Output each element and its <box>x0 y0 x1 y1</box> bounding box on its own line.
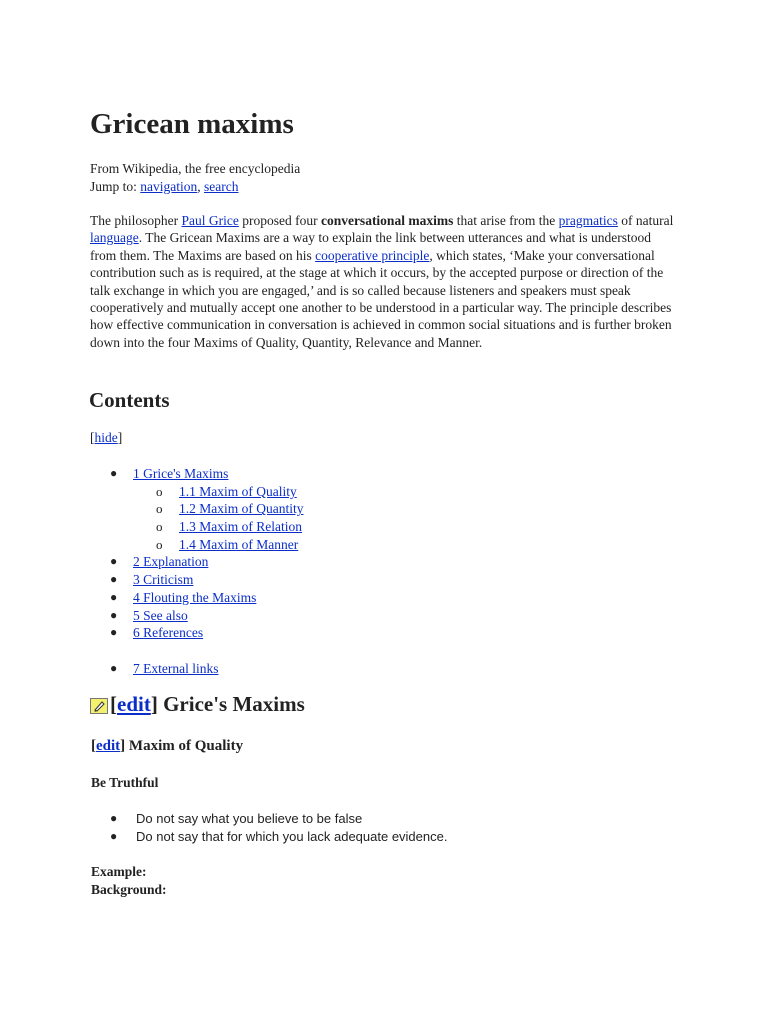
pragmatics-link[interactable]: pragmatics <box>558 213 618 228</box>
edit-bracket-close: ] <box>150 692 158 716</box>
intro-text-2: proposed four <box>238 213 321 228</box>
toc-link-flouting[interactable]: 4 Flouting the Maxims <box>133 589 257 605</box>
bullet-icon: ● <box>110 572 118 587</box>
toc-link-references[interactable]: 6 References <box>133 625 204 641</box>
site-subtitle-block <box>90 160 300 195</box>
from-wikipedia-text: From Wikipedia, the free encyclopedia <box>90 161 301 176</box>
example-background-block <box>91 863 167 898</box>
edit-bracket-open: [ <box>110 692 117 716</box>
hide-bracket-close: ] <box>117 430 123 445</box>
toc-link-manner[interactable]: 1.4 Maxim of Manner <box>179 536 299 552</box>
toc-link-grices-maxims[interactable]: 1 Grice's Maxims <box>133 466 229 481</box>
bullet-icon: ● <box>110 811 118 825</box>
be-truthful-heading: Be Truthful <box>91 775 159 790</box>
section-title: Grice's Maxims <box>157 692 305 716</box>
jump-separator: , <box>197 178 205 194</box>
language-link[interactable]: language <box>90 230 139 246</box>
intro-text-5: . The Gricean Maxims are a way to explain the link between utterances and what is understood from them. The Maxims are based on his <box>90 230 651 263</box>
subsection-heading-quality <box>91 738 243 755</box>
conversational-maxims-bold: conversational maxims <box>320 213 454 228</box>
intro-text-4: of natural <box>617 213 674 228</box>
hide-link[interactable]: hide <box>94 430 118 445</box>
bullet-icon: ● <box>110 466 118 480</box>
page-title: Gricean maxims <box>90 108 294 140</box>
section-heading-grices-maxims <box>90 692 305 717</box>
toc-link-quality[interactable]: 1.1 Maxim of Quality <box>179 483 297 499</box>
edit-bracket-open: [ <box>91 738 96 754</box>
background-label: Background: <box>91 881 167 897</box>
ring-bullet-icon: o <box>156 519 163 535</box>
toc-link-external-links[interactable]: 7 External links <box>133 660 219 676</box>
ring-bullet-icon: o <box>156 483 163 499</box>
toc-link-explanation[interactable]: 2 Explanation <box>133 554 209 570</box>
intro-text-6: , which states, ‘Make your conversational contribution such as is required, at the stage at which it occurs, by the accepted purpose or direction of the talk exchange in which you are engaged,’ and is so called because listeners and speakers must speak cooperatively and mutually accept one another to be understood in a particular way. The principle describes how effective communication in conversation is achieved in common social situations and is further broken down into the four Maxims of Quality, Quantity, Relevance and Manner. <box>90 247 672 350</box>
ring-bullet-icon: o <box>156 536 163 552</box>
ring-bullet-icon: o <box>156 501 163 517</box>
bullet-icon: ● <box>110 589 118 604</box>
toc-link-criticism[interactable]: 3 Criticism <box>133 572 194 588</box>
edit-section-link[interactable]: edit <box>117 692 151 716</box>
jump-to-label: Jump to: <box>90 178 141 194</box>
contents-heading: Contents <box>89 388 170 412</box>
intro-text-3: that arise from the <box>453 213 559 228</box>
bullet-icon: ● <box>110 625 118 640</box>
jump-navigation-link[interactable]: navigation <box>140 178 198 194</box>
bullet-icon: ● <box>110 828 118 843</box>
toc-link-relation[interactable]: 1.3 Maxim of Relation <box>179 519 302 535</box>
rule-text: Do not say what you believe to be false <box>136 811 363 826</box>
bullet-icon: ● <box>110 554 118 569</box>
toc-hide-toggle <box>90 430 122 446</box>
example-label: Example: <box>91 864 147 879</box>
cooperative-principle-link[interactable]: cooperative principle <box>315 247 430 263</box>
edit-subsection-link[interactable]: edit <box>96 738 121 754</box>
subsection-title: Maxim of Quality <box>125 738 244 754</box>
toc-link-see-also[interactable]: 5 See also <box>133 607 188 623</box>
hide-bracket-open: [ <box>90 430 95 445</box>
jump-search-link[interactable]: search <box>204 178 239 194</box>
edit-pencil-icon[interactable] <box>90 698 108 714</box>
bullet-icon: ● <box>110 660 118 675</box>
edit-bracket-close: ] <box>120 738 126 754</box>
toc-link-quantity[interactable]: 1.2 Maxim of Quantity <box>179 501 304 517</box>
bullet-icon: ● <box>110 607 118 622</box>
intro-text-1: The philosopher <box>90 213 182 228</box>
rule-text: Do not say that for which you lack adequate evidence. <box>136 828 448 844</box>
paul-grice-link[interactable]: Paul Grice <box>181 213 239 228</box>
intro-paragraph <box>90 212 680 351</box>
jump-to-line <box>90 178 300 196</box>
